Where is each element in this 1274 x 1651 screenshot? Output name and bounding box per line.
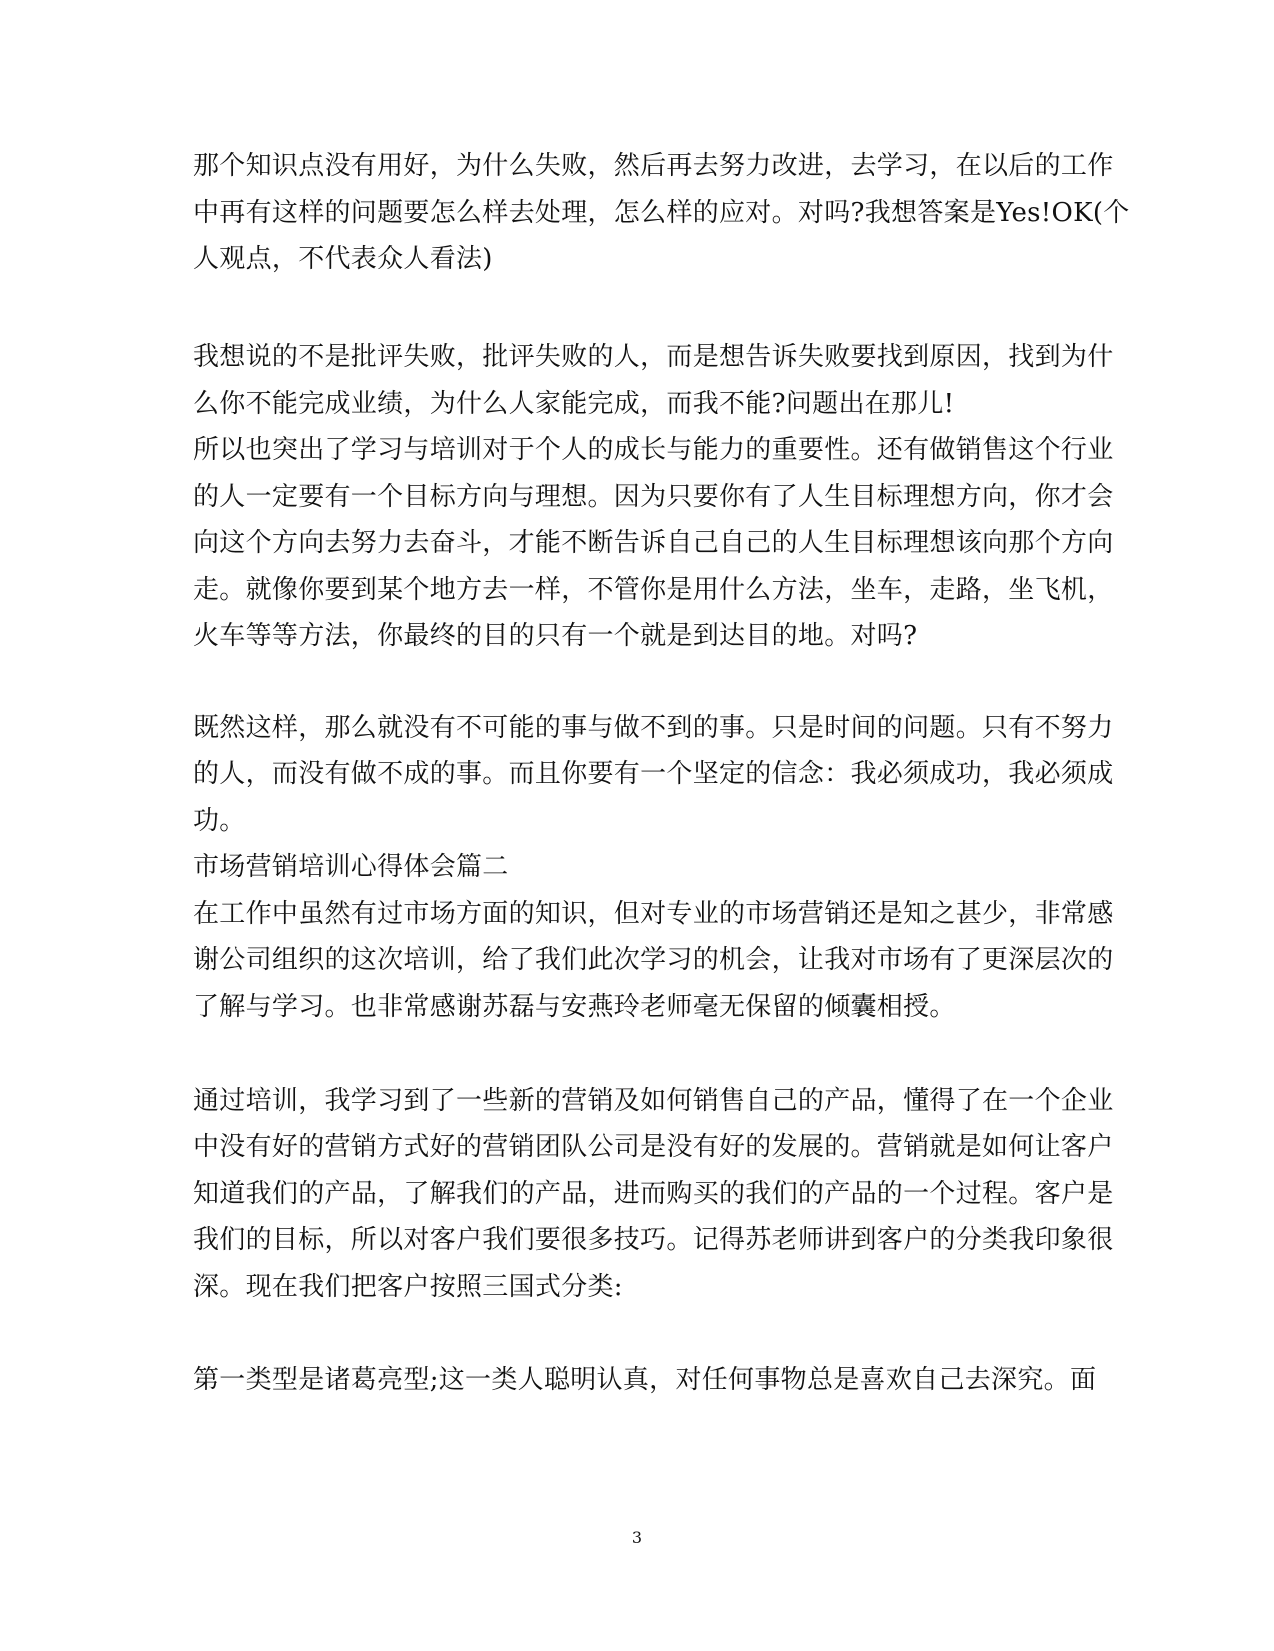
text-line: 深。现在我们把客户按照三国式分类: (193, 1272, 623, 1302)
text-line: 的人一定要有一个目标方向与理想。因为只要你有了人生目标理想方向，你才会 (193, 482, 1114, 512)
text-line: 人观点，不代表众人看法) (193, 244, 493, 274)
text-line: 所以也突出了学习与培训对于个人的成长与能力的重要性。还有做销售这个行业 (193, 435, 1114, 465)
text-line: 通过培训，我学习到了一些新的营销及如何销售自己的产品，懂得了在一个企业 (193, 1086, 1114, 1116)
text-line: 在工作中虽然有过市场方面的知识，但对专业的市场营销还是知之甚少，非常感 (193, 899, 1114, 929)
text-line: 的人，而没有做不成的事。而且你要有一个坚定的信念：我必须成功，我必须成 (193, 759, 1114, 789)
text-line: 我们的目标，所以对客户我们要很多技巧。记得苏老师讲到客户的分类我印象很 (193, 1225, 1114, 1255)
text-line: 向这个方向去努力去奋斗，才能不断告诉自己自己的人生目标理想该向那个方向 (193, 528, 1114, 558)
text-line: 功。 (193, 806, 246, 836)
text-line: 谢公司组织的这次培训，给了我们此次学习的机会，让我对市场有了更深层次的 (193, 945, 1114, 975)
text-line: 了解与学习。也非常感谢苏磊与安燕玲老师毫无保留的倾囊相授。 (193, 992, 956, 1022)
text-line: 中没有好的营销方式好的营销团队公司是没有好的发展的。营销就是如何让客户 (193, 1132, 1114, 1162)
text-line: 火车等等方法，你最终的目的只有一个就是到达目的地。对吗? (193, 621, 918, 651)
text-line: 第一类型是诸葛亮型;这一类人聪明认真，对任何事物总是喜欢自己去深究。面 (193, 1365, 1097, 1395)
text-line: 中再有这样的问题要怎么样去处理，怎么样的应对。对吗?我想答案是Yes!OK(个 (193, 198, 1130, 228)
text-line: 我想说的不是批评失败，批评失败的人，而是想告诉失败要找到原因，找到为什 (193, 342, 1114, 372)
text-line: 知道我们的产品，了解我们的产品，进而购买的我们的产品的一个过程。客户是 (193, 1179, 1114, 1209)
text-line: 既然这样，那么就没有不可能的事与做不到的事。只是时间的问题。只有不努力 (193, 713, 1114, 743)
text-line: 么你不能完成业绩，为什么人家能完成，而我不能?问题出在那儿! (193, 389, 955, 419)
page-number: 3 (631, 1528, 643, 1547)
text-line: 那个知识点没有用好，为什么失败，然后再去努力改进，去学习，在以后的工作 (193, 151, 1114, 181)
text-line: 走。就像你要到某个地方去一样，不管你是用什么方法，坐车，走路，坐飞机， (193, 575, 1114, 605)
section-heading: 市场营销培训心得体会篇二 (193, 852, 509, 882)
